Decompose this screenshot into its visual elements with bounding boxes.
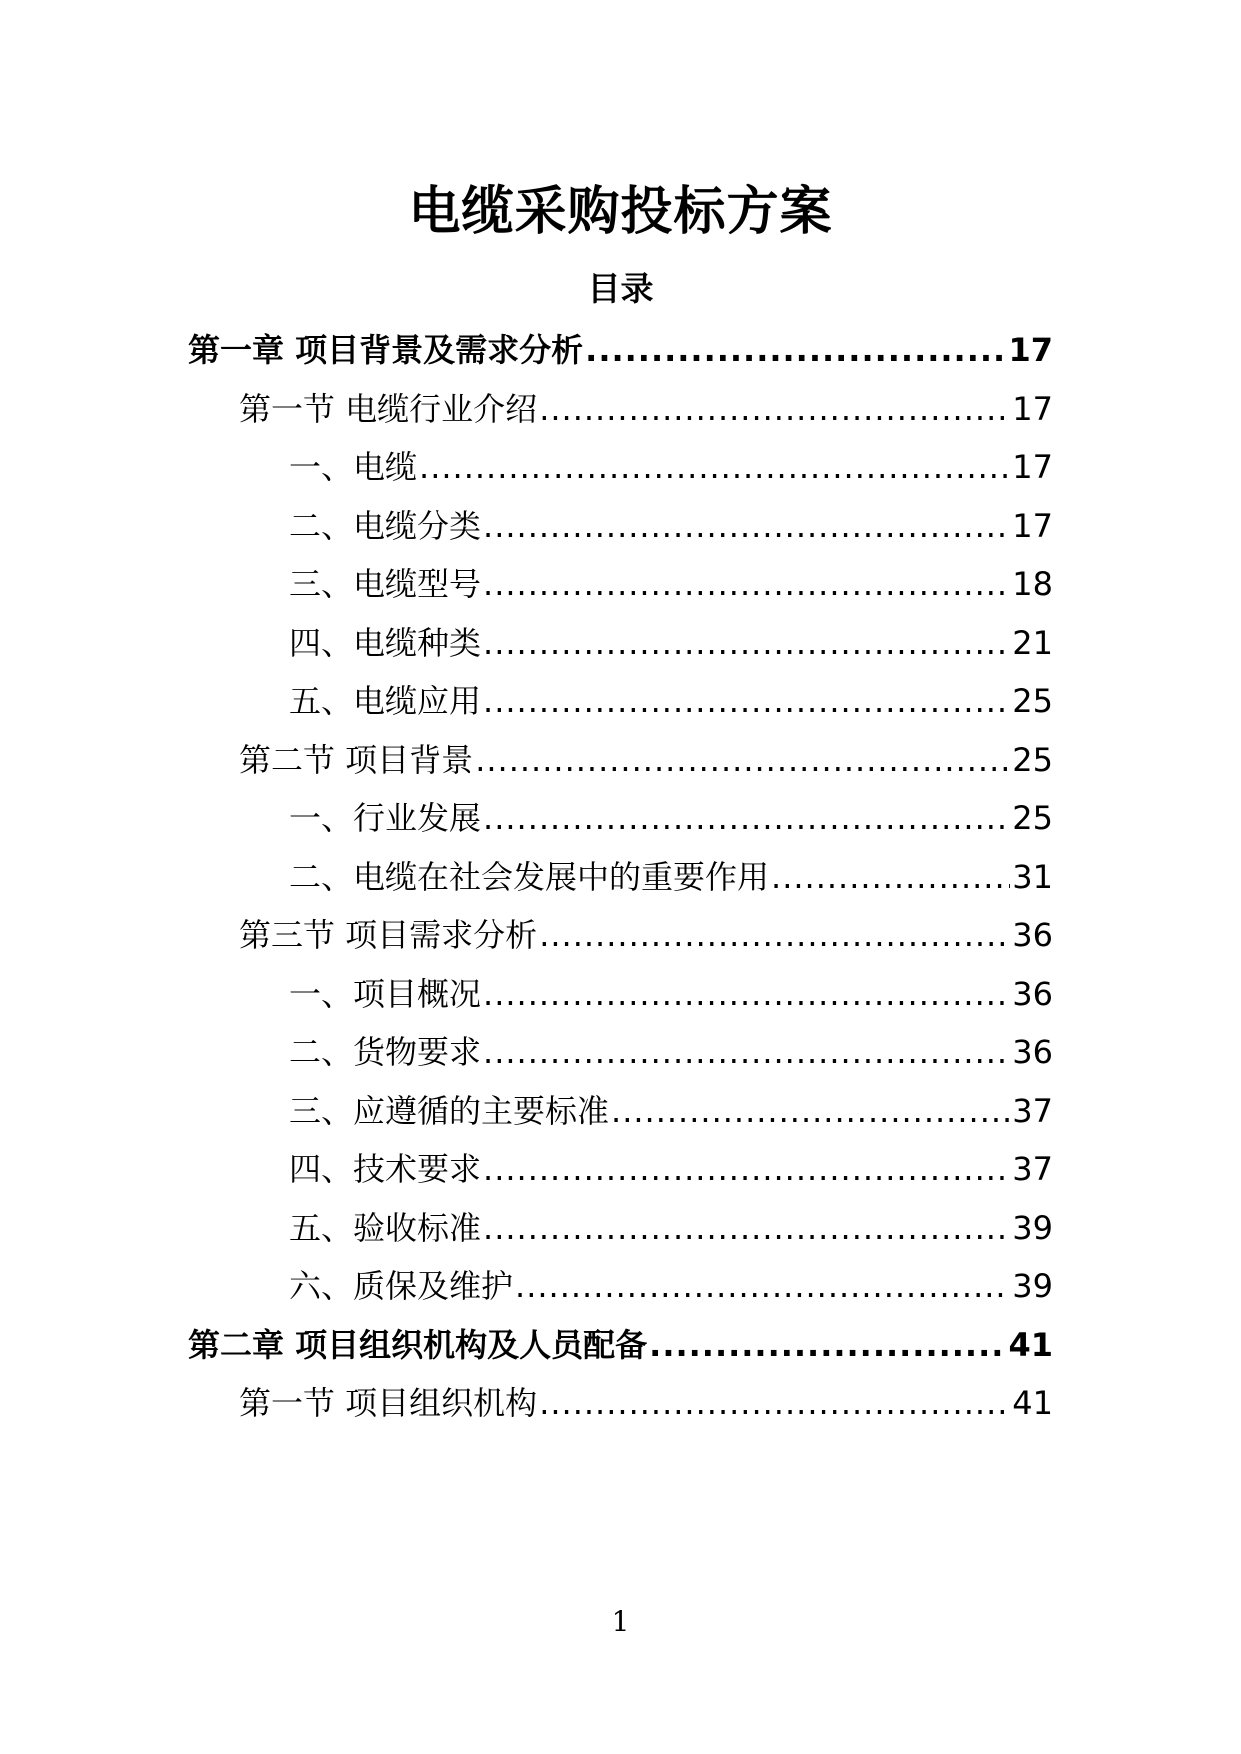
toc-dot-leader <box>419 439 1010 495</box>
toc-entry-label: 第三节 项目需求分析 <box>239 916 538 954</box>
toc-entry-page: 41 <box>1012 1384 1053 1422</box>
toc-entry-page: 25 <box>1012 799 1053 837</box>
toc-dot-leader <box>515 1258 1010 1314</box>
toc-entry-page: 31 <box>1012 857 1053 896</box>
toc-entry-page: 25 <box>1012 682 1053 720</box>
document-title: 电缆采购投标方案 <box>408 182 833 242</box>
toc-entry[interactable] <box>289 615 1053 671</box>
toc-entry[interactable] <box>289 966 1053 1022</box>
toc-dot-leader <box>483 790 1010 846</box>
toc-dot-leader <box>483 1141 1010 1197</box>
toc-dot-leader <box>539 907 1010 963</box>
toc-entry[interactable] <box>239 381 1053 437</box>
toc-entry[interactable] <box>289 498 1053 554</box>
toc-entry-label: 一、电缆 <box>289 448 418 486</box>
toc-entry-page: 17 <box>1012 389 1053 428</box>
toc-entry-page: 36 <box>1012 974 1053 1013</box>
toc-entry-label: 五、电缆应用 <box>289 682 482 720</box>
toc-entry-page: 36 <box>1012 916 1053 954</box>
toc-entry[interactable] <box>289 790 1053 846</box>
toc-entry-label: 第二节 项目背景 <box>239 740 474 779</box>
toc-entry-page: 37 <box>1012 1091 1053 1130</box>
toc-dot-leader <box>483 1200 1010 1256</box>
toc-dot-leader <box>483 673 1010 729</box>
toc-entry-label: 五、验收标准 <box>289 1208 482 1247</box>
toc-entry-page: 36 <box>1012 1033 1053 1071</box>
toc-entry[interactable] <box>188 322 1053 378</box>
toc-entry-page: 17 <box>1012 448 1053 486</box>
toc-heading: 目录 <box>587 269 654 308</box>
toc-entry-label: 一、项目概况 <box>289 974 482 1013</box>
toc-entry-label: 四、技术要求 <box>289 1150 482 1188</box>
toc-entry-page: 17 <box>1008 331 1053 369</box>
toc-entry-page: 37 <box>1012 1150 1053 1188</box>
toc-dot-leader <box>475 732 1010 788</box>
toc-dot-leader <box>611 1083 1010 1139</box>
toc-entry-page: 18 <box>1012 565 1053 603</box>
toc-dot-leader <box>585 322 1006 378</box>
toc-entry-page: 41 <box>1008 1325 1053 1364</box>
toc-entry[interactable] <box>239 732 1053 788</box>
toc-dot-leader <box>483 966 1010 1022</box>
toc-entry-label: 四、电缆种类 <box>289 623 482 662</box>
toc-dot-leader <box>483 556 1010 612</box>
toc-entry[interactable] <box>289 1024 1053 1080</box>
toc-entry[interactable] <box>188 1317 1053 1373</box>
toc-dot-leader <box>771 849 1010 905</box>
toc-dot-leader <box>539 1375 1010 1431</box>
toc-entry-label: 三、电缆型号 <box>289 565 482 603</box>
toc-entry-label: 第一章 项目背景及需求分析 <box>188 331 584 369</box>
toc-entry-page: 25 <box>1012 740 1053 779</box>
toc-entry[interactable] <box>289 849 1053 905</box>
toc-entry-page: 39 <box>1012 1267 1053 1305</box>
toc-dot-leader <box>483 498 1010 554</box>
toc-dot-leader <box>539 381 1010 437</box>
toc-entry[interactable] <box>289 439 1053 495</box>
toc-entry-label: 六、质保及维护 <box>289 1267 514 1305</box>
toc-entry[interactable] <box>289 1141 1053 1197</box>
toc-entry[interactable] <box>289 1258 1053 1314</box>
toc-entry[interactable] <box>289 673 1053 729</box>
toc-entry-label: 二、货物要求 <box>289 1033 482 1071</box>
toc-dot-leader <box>483 1024 1010 1080</box>
page-number: 1 <box>611 1605 630 1638</box>
toc-entry-page: 17 <box>1012 506 1053 545</box>
toc-entry-page: 39 <box>1012 1208 1053 1247</box>
toc-entry-label: 第一节 项目组织机构 <box>239 1384 538 1422</box>
toc-dot-leader <box>483 615 1010 671</box>
toc-entry-label: 一、行业发展 <box>289 799 482 837</box>
toc-entry-label: 二、电缆分类 <box>289 506 482 545</box>
toc-entry-label: 第二章 项目组织机构及人员配备 <box>188 1325 648 1364</box>
toc-dot-leader <box>649 1317 1006 1373</box>
toc-entry[interactable] <box>289 1083 1053 1139</box>
toc-entry-label: 二、电缆在社会发展中的重要作用 <box>289 857 770 896</box>
toc-entry-page: 21 <box>1012 623 1053 662</box>
toc-entry[interactable] <box>239 1375 1053 1431</box>
toc-entry-label: 第一节 电缆行业介绍 <box>239 389 538 428</box>
toc-entry-label: 三、应遵循的主要标准 <box>289 1091 610 1130</box>
toc-entry[interactable] <box>289 1200 1053 1256</box>
toc-entry[interactable] <box>239 907 1053 963</box>
toc-entry[interactable] <box>289 556 1053 612</box>
